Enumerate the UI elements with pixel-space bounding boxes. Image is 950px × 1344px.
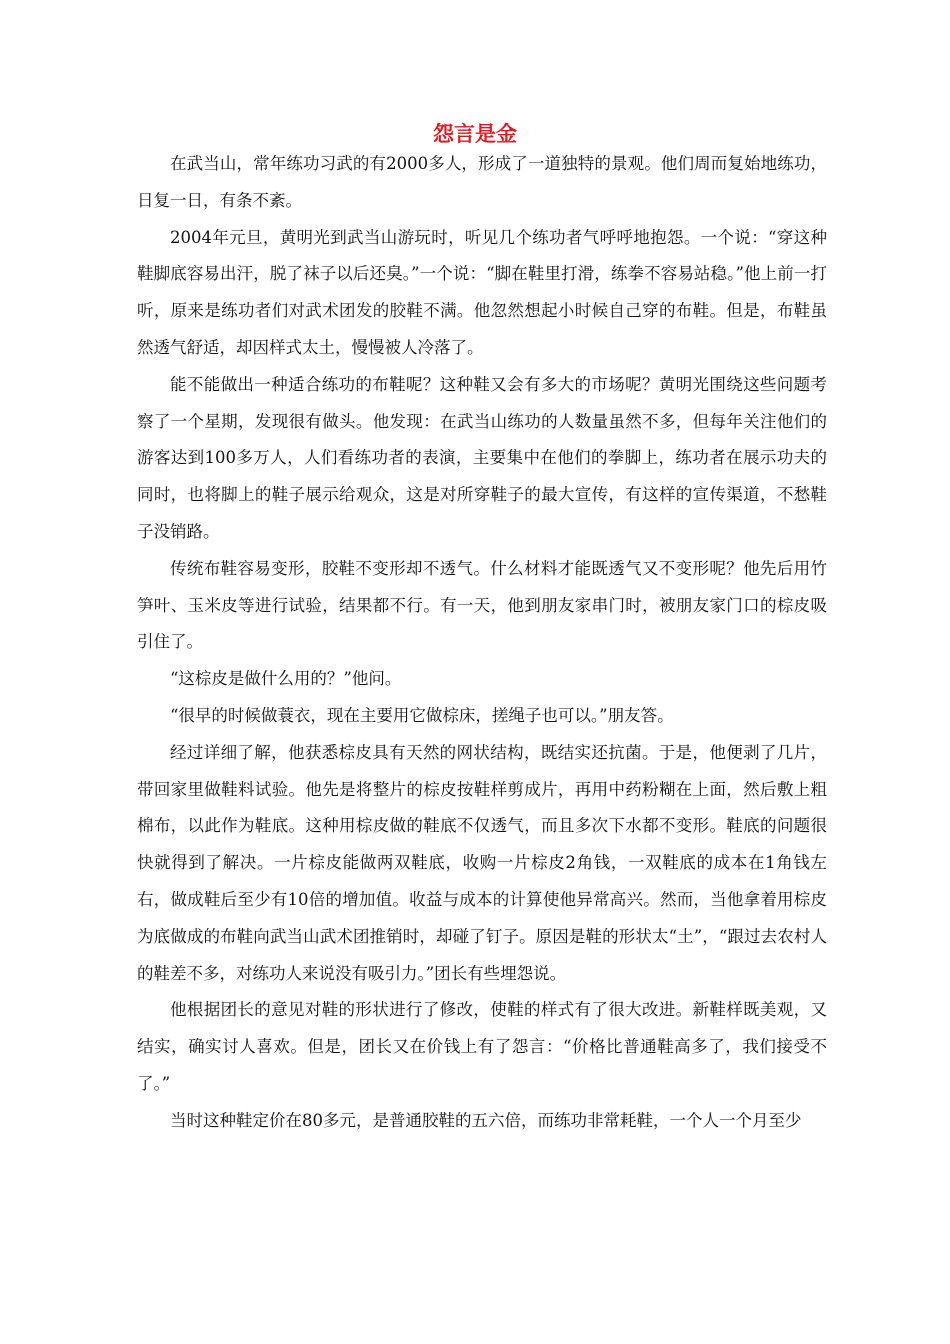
paragraph: “这棕皮是做什么用的？”他问。 — [170, 669, 402, 689]
paragraph: 经过详细了解，他获悉棕皮具有天然的网状结构，既结实还抗菌。于是，他便剥了几片，带回家里做鞋料试验。他先是将整片的棕皮按鞋样剪成片，再用中药粉糊在上面，然后敷上粗棉布，以此作为鞋底。这种用棕皮做的鞋底不仅透气，而且多次下水都不变形。鞋底的问题很快就得到了解决。一片棕皮能做两双鞋底，收购一片棕皮2角钱，一双鞋底的成本在1角钱左右，做成鞋后至少有10倍的增加值。收益与成本的计算使他异常高兴。然而，当他拿着用棕皮为底做成的布鞋向武当山武术团推销时，却碰了钉子。原因是鞋的形状太“土”，“跟过去农村人的鞋差不多，对练功人来说没有吸引力。”团长有些埋怨说。 — [137, 742, 827, 983]
paragraph: 当时这种鞋定价在80多元，是普通胶鞋的五六倍，而练功非常耗鞋，一个人一个月至少 — [170, 1110, 802, 1130]
article-body — [137, 146, 827, 1140]
paragraph: 在武当山，常年练功习武的有2000多人，形成了一道独特的景观。他们周而复始地练功，日复一日，有条不紊。 — [137, 154, 827, 210]
paragraph: 能不能做出一种适合练功的布鞋呢？这种鞋又会有多大的市场呢？黄明光围绕这些问题考察了一个星期，发现很有做头。他发现：在武当山练功的人数量虽然不多，但每年关注他们的游客达到100多万人，人们看练功者的表演，主要集中在他们的拳脚上，练功者在展示功夫的同时，也将脚上的鞋子展示给观众，这是对所穿鞋子的最大宣传，有这样的宣传渠道，不愁鞋子没销路。 — [137, 374, 827, 541]
paragraph: “很早的时候做蓑衣，现在主要用它做棕床，搓绳子也可以。”朋友答。 — [170, 705, 674, 725]
paragraph: 他根据团长的意见对鞋的形状进行了修改，使鞋的样式有了很大改进。新鞋样既美观，又结实，确实讨人喜欢。但是，团长又在价钱上有了怨言：“价格比普通鞋高多了，我们接受不了。” — [137, 1000, 827, 1093]
paragraph: 2004年元旦，黄明光到武当山游玩时，听见几个练功者气呼呼地抱怨。一个说：“穿这种鞋脚底容易出汗，脱了袜子以后还臭。”一个说：“脚在鞋里打滑，练拳不容易站稳。”他上前一打听，原来是练功者们对武术团发的胶鞋不满。他忽然想起小时候自己穿的布鞋。但是，布鞋虽然透气舒适，却因样式太土，慢慢被人冷落了。 — [137, 227, 827, 357]
paragraph: 传统布鞋容易变形，胶鞋不变形却不透气。什么材料才能既透气又不变形呢？他先后用竹笋叶、玉米皮等进行试验，结果都不行。有一天，他到朋友家串门时，被朋友家门口的棕皮吸引住了。 — [137, 558, 827, 652]
page-title: 怨言是金 — [433, 122, 517, 146]
